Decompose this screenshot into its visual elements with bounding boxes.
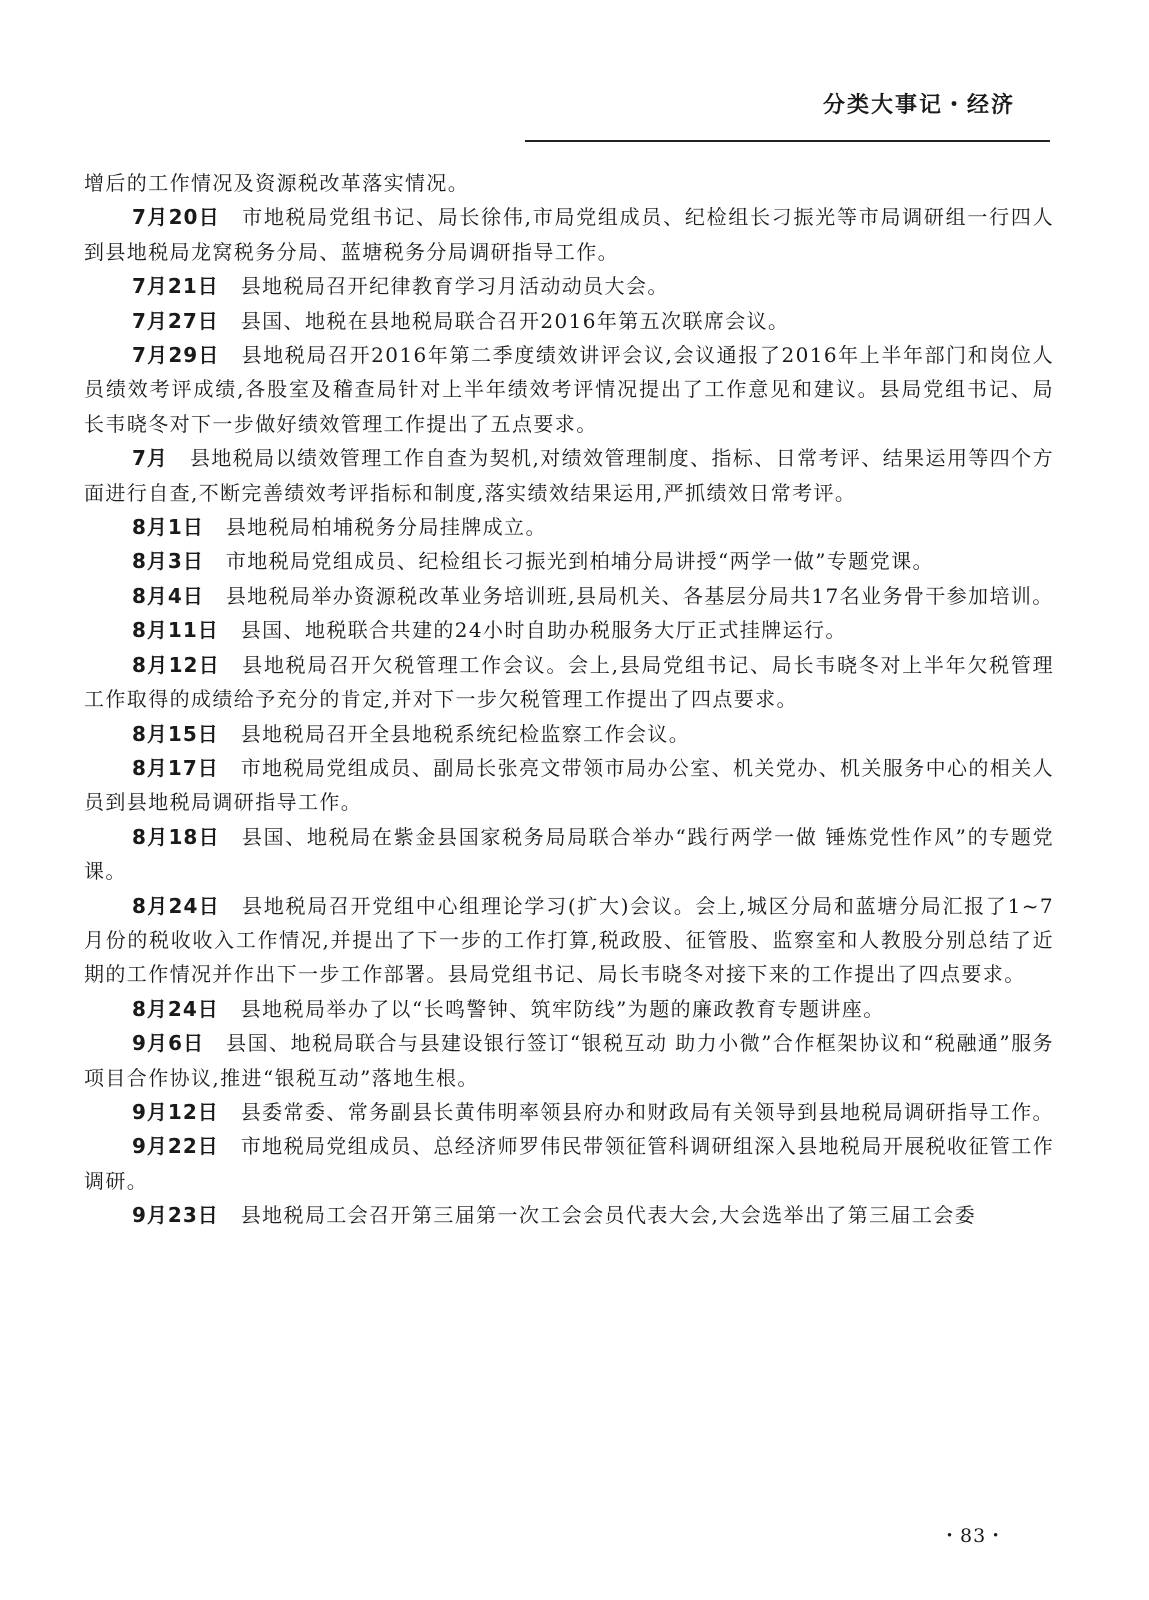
chronicle-entry — [84, 613, 1054, 647]
entry-text: 县地税局召开2016年第二季度绩效讲评会议,会议通报了2016年上半年部门和岗位人员绩效考评成绩,各股室及稽查局针对上半年绩效考评情况提出了工作意见和建议。县局党组书记、局长韦晓冬对下一步做好绩效管理工作提出了五点要求。 — [84, 343, 1054, 436]
chronicle-entry — [84, 751, 1054, 820]
entry-text: 县地税局工会召开第三届第一次工会会员代表大会,大会选举出了第三届工会委 — [240, 1203, 977, 1228]
entry-date: 8月4日 — [132, 583, 204, 608]
entry-text: 县地税局召开欠税管理工作会议。会上,县局党组书记、局长韦晓冬对上半年欠税管理工作取得的成绩给予充分的肯定,并对下一步欠税管理工作提出了四点要求。 — [84, 652, 1055, 712]
entry-text: 县国、地税联合共建的24小时自助办税服务大厅正式挂牌运行。 — [240, 618, 847, 643]
entry-date: 7月 — [132, 446, 168, 471]
entry-date: 8月15日 — [132, 721, 219, 746]
entry-text: 县国、地税局联合与县建设银行签订“银税互动 助力小微”合作框架协议和“税融通”服务项目合作协议,推进“银税互动”落地生根。 — [84, 1031, 1054, 1090]
page-number: ・83・ — [940, 1525, 1007, 1547]
entry-date: 8月12日 — [132, 652, 221, 677]
continuation-paragraph: 增后的工作情况及资源税改革落实情况。 — [84, 171, 470, 195]
chronicle-entry — [84, 304, 1054, 338]
chronicle-entry — [84, 992, 1054, 1026]
entry-date: 8月17日 — [132, 755, 219, 780]
chronicle-entry — [84, 1026, 1054, 1095]
chronicle-entry — [84, 269, 1054, 303]
entry-date: 8月24日 — [132, 893, 221, 918]
entry-text: 县国、地税局在紫金县国家税务局局联合举办“践行两学一做 锤炼党性作风”的专题党课。 — [84, 824, 1055, 884]
entry-text: 县地税局举办了以“长鸣警钟、筑牢防线”为题的廉政教育专题讲座。 — [240, 996, 885, 1021]
entry-date: 7月29日 — [132, 343, 220, 368]
chronicle-entry — [84, 338, 1054, 441]
entry-text: 市地税局党组成员、总经济师罗伟民带领征管科调研组深入县地税局开展税收征管工作调研。 — [84, 1134, 1055, 1193]
entry-date: 7月27日 — [132, 308, 219, 333]
chronicle-entry — [84, 1095, 1054, 1129]
entry-text: 县地税局召开党组中心组理论学习(扩大)会议。会上,城区分局和蓝塘分局汇报了1~7月份的税收收入工作情况,并提出了下一步的工作打算,税政股、征管股、监察室和人教股分别总结了近期的工作情况并作出下一步工作部署。县局党组书记、局长韦晓冬对接下来的工作提出了四点要求。 — [84, 893, 1055, 987]
entry-date: 9月12日 — [132, 1099, 219, 1124]
entry-date: 7月21日 — [132, 274, 219, 299]
entry-text: 市地税局党组成员、纪检组长刁振光到柏埔分局讲授“两学一做”专题党课。 — [225, 549, 934, 574]
chronicle-body — [84, 166, 1054, 1233]
entry-date: 8月3日 — [132, 549, 204, 574]
entry-text: 县地税局举办资源税改革业务培训班,县局机关、各基层分局共17名业务骨干参加培训。 — [225, 583, 1054, 608]
entry-text: 市地税局党组成员、副局长张亮文带领市局办公室、机关党办、机关服务中心的相关人员到县地税局调研指导工作。 — [84, 755, 1055, 815]
entry-text: 市地税局党组书记、局长徐伟,市局党组成员、纪检组长刁振光等市局调研组一行四人到县地税局龙窝税务分局、蓝塘税务分局调研指导工作。 — [84, 205, 1055, 264]
chronicle-entry — [84, 1198, 1054, 1232]
entry-text: 县地税局以绩效管理工作自查为契机,对绩效管理制度、指标、日常考评、结果运用等四个方面进行自查,不断完善绩效考评指标和制度,落实绩效结果运用,严抓绩效日常考评。 — [84, 446, 1054, 505]
entry-text: 县委常委、常务副县长黄伟明率领县府办和财政局有关领导到县地税局调研指导工作。 — [240, 1099, 1054, 1124]
entry-date: 7月20日 — [132, 205, 221, 230]
entry-date: 8月11日 — [132, 618, 219, 643]
entry-date: 9月6日 — [132, 1031, 205, 1056]
entry-text: 县地税局柏埔税务分局挂牌成立。 — [225, 515, 547, 540]
running-header: 分类大事记・经济 — [822, 93, 1015, 118]
chronicle-entry — [84, 441, 1054, 510]
chronicle-entry — [84, 579, 1054, 613]
entry-date: 8月18日 — [132, 824, 220, 849]
entry-date: 9月22日 — [132, 1134, 219, 1159]
entry-date: 9月23日 — [132, 1203, 219, 1228]
chronicle-entry — [84, 200, 1054, 269]
chronicle-entry — [84, 889, 1054, 992]
header-rule — [525, 140, 1050, 142]
entry-list — [84, 200, 1054, 1232]
chronicle-entry — [84, 510, 1054, 544]
entry-text: 县地税局召开纪律教育学习月活动动员大会。 — [240, 274, 669, 299]
entry-date: 8月1日 — [132, 515, 204, 540]
chronicle-entry — [84, 1129, 1054, 1198]
entry-text: 县国、地税在县地税局联合召开2016年第五次联席会议。 — [240, 308, 790, 333]
entry-text: 县地税局召开全县地税系统纪检监察工作会议。 — [240, 721, 691, 746]
chronicle-entry — [84, 648, 1054, 717]
chronicle-entry — [84, 544, 1054, 578]
chronicle-entry — [84, 820, 1054, 889]
entry-date: 8月24日 — [132, 996, 219, 1021]
chronicle-entry — [84, 717, 1054, 751]
